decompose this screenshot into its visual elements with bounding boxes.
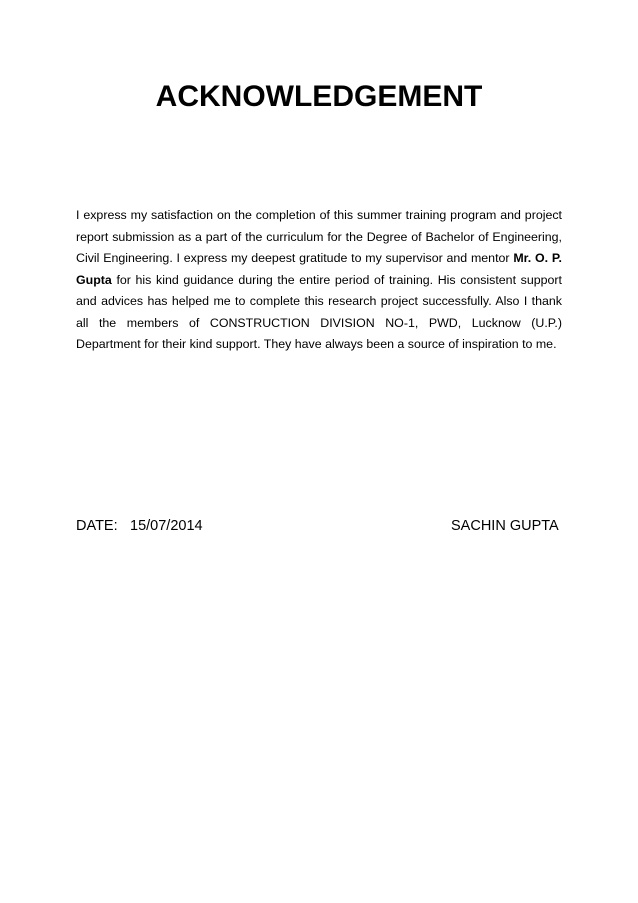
paragraph-text-part-2: for his kind guidance during the entire period of training. His consistent support and advices has helped me to complete this research project successfully. Also I thank all the members of CONSTRUCTION DIVISION NO-1, PWD, Lucknow (U.P.) Department for their kind support. They have always been a source of inspiration to me. — [76, 272, 562, 351]
paragraph-text-part-1: I express my satisfaction on the completion of this summer training program and project report submission as a part of the curriculum for the Degree of Bachelor of Engineering, Civil Engineering. I express my deepest gratitude to my supervisor and mentor — [76, 208, 562, 265]
signature-name: SACHIN GUPTA — [451, 518, 559, 534]
date-value: 15/07/2014 — [130, 518, 203, 534]
mentor-name: Mr. O. P. Gupta — [76, 251, 562, 287]
acknowledgement-paragraph — [76, 205, 562, 356]
date-label: DATE: — [76, 518, 118, 534]
page-title: ACKNOWLEDGEMENT — [155, 80, 483, 113]
